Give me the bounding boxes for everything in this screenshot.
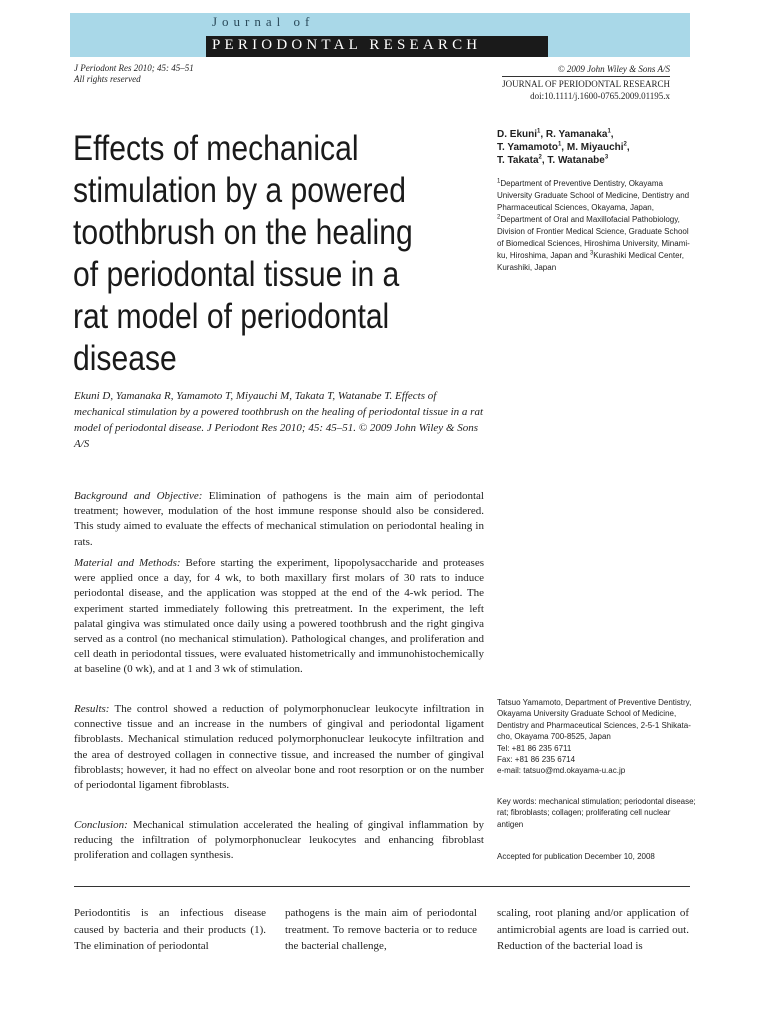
abstract-section-heading: Material and Methods: — [74, 557, 181, 569]
affiliation-1: Department of Preventive Dentistry, Okayama University Graduate School of Medicine, Dentistry and Pharmaceutical Sciences, Okayama, Japan, — [497, 179, 690, 212]
citation-rights: All rights reserved — [74, 74, 141, 84]
author-separator: , — [541, 155, 548, 166]
correspondence-fax: Fax: +81 86 235 6714 — [497, 755, 576, 765]
journal-of-label: Journal of — [212, 14, 315, 29]
citation-journal-ref: J Periodont Res 2010; 45: 45–51 — [74, 63, 194, 73]
body-column-3: scaling, root planing and/or application of antimicrobial agents are load is carried out. Reduction of the bacterial load is — [497, 907, 689, 952]
author-affiliation-mark: 2 — [623, 141, 627, 148]
abstract-section-text: Before starting the experiment, lipopolysaccharide and proteases were applied once a day, for 4 wk, to both maxillary first molars of 30 rats to induce periodontal disease, and the application was stopped at the end of the 4-wk period. The experiment started immediately following this pretreatment. In the experiment, the left palatal gingiva was stimulated once daily using a powered toothbrush and the right gingiva served as a control (no mechanical stimulation). Pathological changes, and proliferation and cell death in periodontal tissues, were evaluated histometrically and immunohistochemically at baseline (0 wk), and at 1 and 3 wk of stimulation. — [74, 557, 485, 676]
journal-name: PERIODONTAL RESEARCH — [212, 37, 482, 53]
abstract-section-text: Elimination of pathogens is the main aim of periodontal treatment; however, modulation of the host immune response should also be considered. This study aimed to evaluate the effects of mechanical stimulation on periodontal healing in rats. — [74, 490, 484, 548]
abstract-methods — [74, 556, 484, 678]
accepted-date: Accepted for publication December 10, 2008 — [497, 852, 655, 861]
affiliation-mark: 1 — [497, 178, 501, 185]
author-separator: , — [610, 129, 614, 140]
body-column-2: pathogens is the main aim of periodontal treatment. To remove bacteria or to reduce the bacterial challenge, — [285, 907, 477, 952]
author-name: T. Yamamoto — [497, 142, 558, 153]
affiliation-2: Department of Oral and Maxillofacial Pathobiology, Division of Frontier Medical Science, Graduate School of Biomedical Sciences, Hiroshima University, Minami-ku, Hiroshima, Japan and — [497, 215, 690, 260]
correspondence-tel: Tel: +81 86 235 6711 — [497, 743, 572, 753]
author-name: T. Watanabe — [547, 155, 605, 166]
author-separator: , — [561, 142, 567, 153]
author-affiliation-mark: 2 — [538, 154, 542, 161]
author-name: D. Ekuni — [497, 129, 538, 140]
suggested-citation: Ekuni D, Yamanaka R, Yamamoto T, Miyauchi M, Takata T, Watanabe T. Effects of mechanical stimulation by a powered toothbrush on the healing of periodontal tissue in a rat model of periodontal disease. J Periodont Res 2010; 45: 45–51. © 2009 John Wiley & Sons A/S — [74, 390, 484, 450]
author-affiliation-mark: 1 — [537, 128, 541, 135]
author-list — [497, 128, 697, 167]
author-affiliation-mark: 1 — [607, 128, 611, 135]
correspondence-email: e-mail: tatsuo@md.okayama-u.ac.jp — [497, 766, 626, 776]
citation-right — [502, 63, 670, 102]
author-separator: , — [540, 129, 546, 140]
author-affiliation-mark: 3 — [604, 154, 609, 161]
journal-line: JOURNAL OF PERIODONTAL RESEARCH — [502, 79, 670, 89]
abstract-background — [74, 489, 484, 550]
abstract-results — [74, 702, 484, 793]
author-separator: , — [626, 142, 630, 153]
article-title: Effects of mechanical stimulation by a powered toothbrush on the healing of periodontal tissue in a rat model of periodontal disease — [73, 129, 413, 378]
section-divider — [74, 886, 690, 887]
abstract-section-heading: Results: — [74, 703, 110, 715]
keywords: Key words: mechanical stimulation; periodontal disease; rat; fibroblasts; collagen; proliferating cell nuclear antigen — [497, 797, 696, 829]
affiliations — [497, 178, 697, 274]
abstract-section-text: Mechanical stimulation accelerated the healing of gingival inflammation by reducing the infiltration of polymorphonuclear leukocytes and enhancing fibroblast proliferation and collagen synthesis. — [74, 819, 484, 862]
citation-left — [74, 63, 194, 85]
abstract-section-heading: Background and Objective: — [74, 490, 203, 502]
affiliation-3: Kurashiki Medical Center, Kurashiki, Japan — [497, 251, 684, 272]
author-name: M. Miyauchi — [566, 142, 624, 153]
doi-line: doi:10.1111/j.1600-0765.2009.01195.x — [530, 91, 670, 101]
abstract-conclusion — [74, 818, 484, 864]
author-name: T. Takata — [497, 155, 539, 166]
citation-rule — [502, 76, 670, 77]
affiliation-mark: 3 — [589, 250, 594, 257]
author-name: R. Yamanaka — [545, 129, 608, 140]
author-affiliation-mark: 1 — [557, 141, 562, 148]
affiliation-mark: 2 — [497, 214, 501, 221]
abstract-section-heading: Conclusion: — [74, 819, 128, 831]
copyright-line: © 2009 John Wiley & Sons A/S — [557, 64, 670, 74]
correspondence-address: Tatsuo Yamamoto, Department of Preventive Dentistry, Okayama University Graduate School of Medicine, Dentistry and Pharmaceutical Sciences, 2-5-1 Shikata-cho, Okayama 700-8525, Japan — [497, 698, 692, 742]
correspondence-block — [497, 697, 697, 777]
body-column-1: Periodontitis is an infectious disease caused by bacteria and their products (1). The elimination of periodontal — [74, 907, 266, 952]
abstract-section-text: The control showed a reduction of polymorphonuclear leukocyte infiltration in connective tissue and an increase in the numbers of gingival and periodontal ligament fibroblasts. Mechanical stimulation reduced polymorphonuclear leukocyte infiltration and the area of destroyed collagen in connective tissue, and increased the number of gingival fibroblasts; however, it had no effect on alveolar bone and root resorption or on the number of periodontal ligament fibroblasts. — [74, 703, 484, 792]
